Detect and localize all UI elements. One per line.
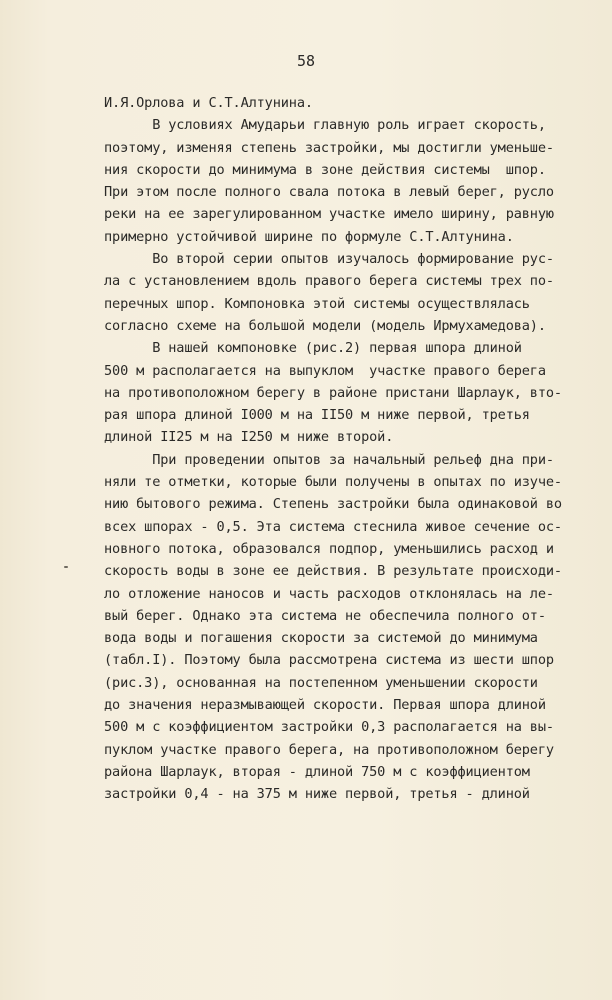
- text-line: примерно устойчивой ширине по формуле С.Т.Алтунина.: [104, 228, 514, 245]
- text-line: 500 м с коэффициентом застройки 0,3 располагается на вы-: [104, 719, 554, 736]
- text-line: застройки 0,4 - на 375 м ниже первой, третья - длиной: [104, 786, 530, 803]
- text-line: И.Я.Орлова и С.Т.Алтунина.: [104, 95, 313, 111]
- text-line: (табл.I). Поэтому была рассмотрена система из шести шпор: [104, 652, 554, 669]
- text-line: При проведении опытов за начальный рельеф дна при-: [104, 451, 554, 468]
- text-line: до значения неразмывающей скорости. Первая шпора длиной: [104, 697, 546, 714]
- body-text: [104, 92, 576, 806]
- text-line: вода воды и погашения скорости за системой до минимума: [104, 630, 538, 647]
- text-line: В условиях Амударьи главную роль играет скорость,: [104, 117, 546, 134]
- page-number: 58: [296, 52, 316, 70]
- text-line: вый берег. Однако эта система не обеспечила полного от-: [104, 607, 546, 624]
- text-line: ло отложение наносов и часть расходов отклонялась на ле-: [104, 585, 554, 602]
- text-line: 500 м располагается на выпуклом участке правого берега: [104, 362, 546, 379]
- text-line: пуклом участке правого берега, на противоположном берегу: [104, 741, 554, 758]
- text-line: поэтому, изменяя степень застройки, мы достигли уменьше-: [104, 139, 554, 156]
- text-line: новного потока, образовался подпор, уменьшились расход и: [104, 540, 554, 557]
- text-line: Во второй серии опытов изучалось формирование рус-: [104, 251, 554, 268]
- text-line: рая шпора длиной I000 м на II50 м ниже первой, третья: [104, 407, 530, 424]
- text-line: (рис.3), основанная на постепенном уменьшении скорости: [104, 674, 538, 691]
- text-line: ния скорости до минимума в зоне действия системы шпор.: [104, 161, 546, 178]
- text-line: реки на ее зарегулированном участке имело ширину, равную: [104, 206, 554, 223]
- text-line: на противоположном берегу в районе пристани Шарлаук, вто-: [104, 384, 562, 401]
- text-line: При этом после полного свала потока в левый берег, русло: [104, 184, 554, 201]
- text-line: согласно схеме на большой модели (модель Ирмухамедова).: [104, 317, 546, 334]
- text-line: ла с установлением вдоль правого берега системы трех по-: [104, 273, 554, 290]
- text-line: няли те отметки, которые были получены в опытах по изуче-: [104, 474, 562, 491]
- text-line: района Шарлаук, вторая - длиной 750 м с коэффициентом: [104, 763, 530, 780]
- text-line: нию бытового режима. Степень застройки была одинаковой во: [104, 496, 562, 513]
- text-line: длиной II25 м на I250 м ниже второй.: [104, 429, 394, 446]
- text-line: всех шпорах - 0,5. Эта система стеснила живое сечение ос-: [104, 518, 562, 535]
- paper-speck: [64, 566, 68, 568]
- text-line: скорость воды в зоне ее действия. В результате происходи-: [104, 563, 562, 580]
- text-line: перечных шпор. Компоновка этой системы осуществлялась: [104, 295, 530, 312]
- text-line: В нашей компоновке (рис.2) первая шпора длиной: [104, 340, 522, 357]
